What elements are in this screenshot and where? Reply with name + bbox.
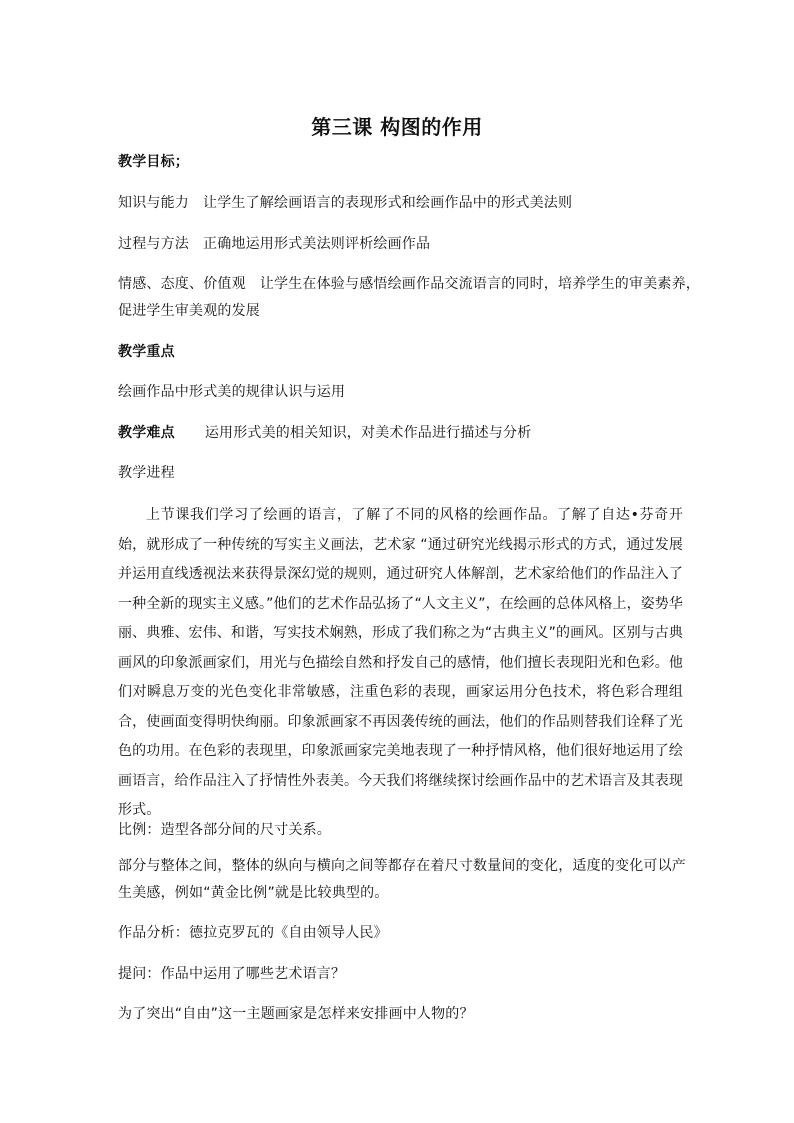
artwork-analysis: 作品分析：德拉克罗瓦的《自由领导人民》 [118,925,388,941]
teaching-goals-heading: 教学目标； [118,154,189,170]
goal-process-line [118,234,430,254]
goal-emotion-text: 让学生在体验与感悟绘画作品交流语言的同时，培养学生的审美素养， [259,276,701,292]
difficulty-line [118,423,531,443]
intro-paragraph: 上节课我们学习了绘画的语言，了解了不同的风格的绘画作品。了解了自达•芬奇开始，就形成了一种传统的写实主义画法，艺术家 “通过研究光线揭示形式的方式，通过发展并运用直线透视法来获得景深幻觉的规则，通过研究人体解剖，艺术家给他们的作品注入了一种全新的现实主义感。”他们的艺术作品弘扬了“人文主义”，在绘画的总体风格上，姿势华丽、典雅、宏伟、和谐，写实技术娴熟，形成了我们称之为“古典主义”的画风。区别与古典画风的印象派画家们，用光与色描绘自然和抒发自己的感情，他们擅长表现阳光和色彩。他们对瞬息万变的光色变化非常敏感，注重色彩的表现，画家运用分色技术，将色彩合理组合，使画面变得明快绚丽。印象派画家不再因袭传统的画法，他们的作品则替我们诠释了光色的功用。在色彩的表现里，印象派画家完美地表现了一种抒情风格，他们很好地运用了绘画语言，给作品注入了抒情性外表美。今天我们将继续探讨绘画作品中的艺术语言及其表现形式。 [118,507,683,818]
proportion-explain-line-2: 生美感，例如“黄金比例”就是比较典型的。 [118,885,389,901]
key-points-text: 绘画作品中形式美的规律认识与运用 [118,384,346,400]
proportion-definition: 比例：造型各部分间的尺寸关系。 [118,822,331,838]
lesson-title: 第三课 构图的作用 [311,115,483,139]
key-points-heading: 教学重点 [118,344,175,360]
goal-emotion-continuation: 促进学生审美观的发展 [118,303,260,319]
goal-process-text: 正确地运用形式美法则评析绘画作品 [203,236,431,252]
difficulty-heading: 教学难点 [118,425,175,441]
goal-knowledge-label: 知识与能力 [118,195,189,211]
goal-emotion-label: 情感、态度、价值观 [118,276,246,292]
goal-knowledge-line [118,193,572,213]
goal-emotion-line [118,274,700,294]
question-1: 提问：作品中运用了哪些艺术语言？ [118,966,346,982]
goal-knowledge-text: 让学生了解绘画语言的表现形式和绘画作品中的形式美法则 [203,195,573,211]
goal-process-label: 过程与方法 [118,236,189,252]
process-heading: 教学进程 [118,465,175,481]
proportion-explain-line-1: 部分与整体之间，整体的纵向与横向之间等都存在着尺寸数量间的变化，适度的变化可以产 [118,858,686,874]
difficulty-text: 运用形式美的相关知识，对美术作品进行描述与分析 [204,425,532,441]
question-2: 为了突出“自由”这一主题画家是怎样来安排画中人物的？ [118,1006,474,1022]
